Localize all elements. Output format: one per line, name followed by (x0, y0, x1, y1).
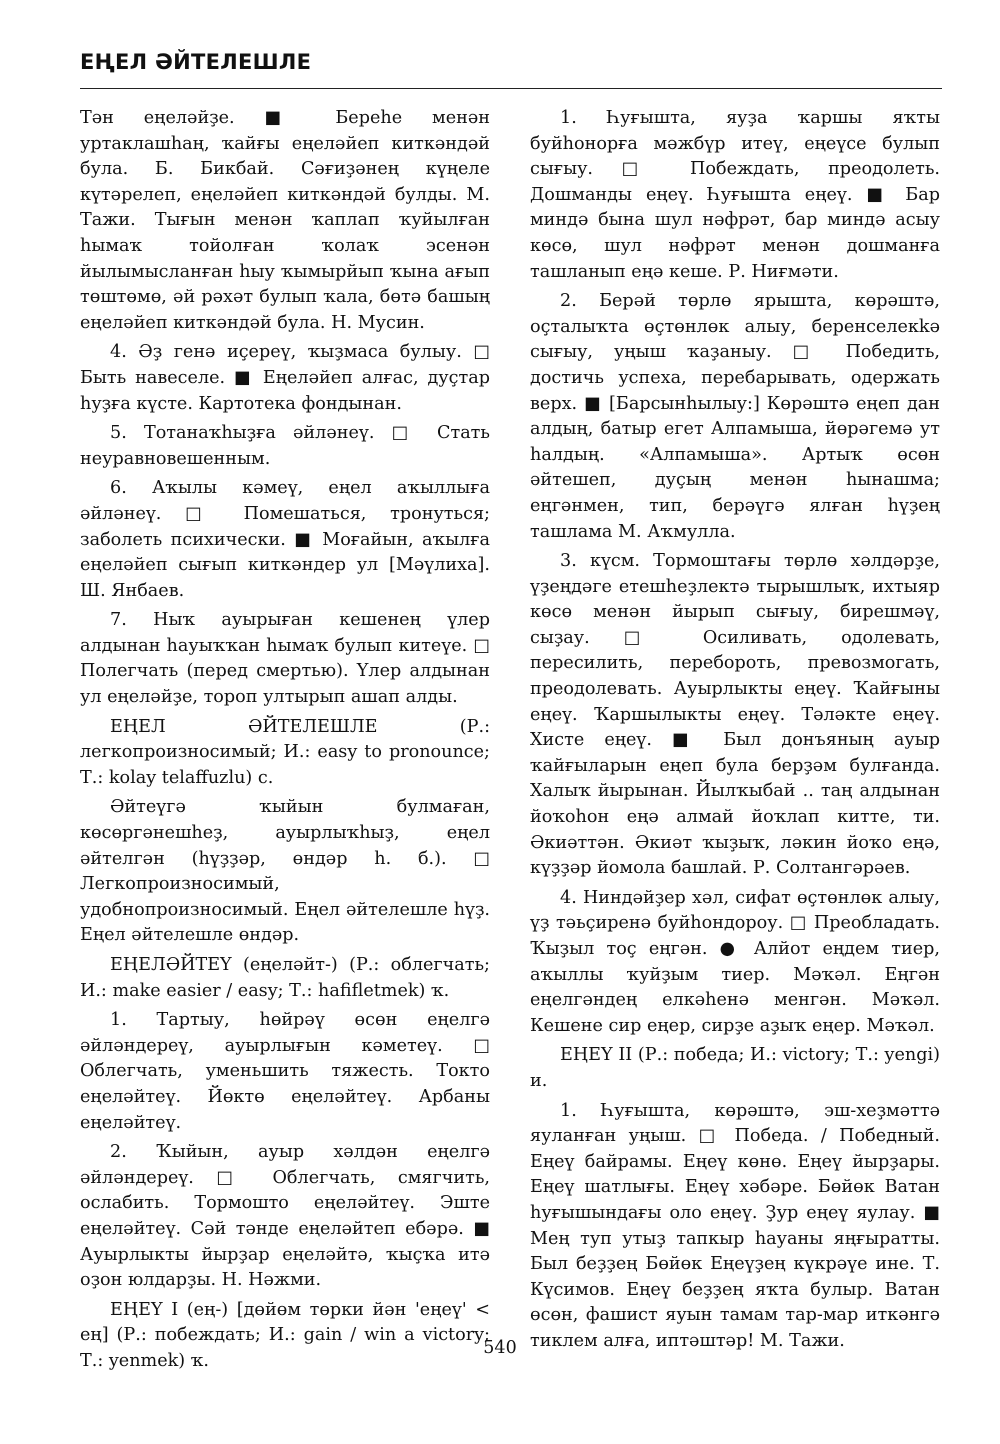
entry-paragraph: 1. Һуғышта, көрәштә, эш-хеҙмәттә яуланған уңыш. □ Победа. / Победный. Еңеү байрамы. Еңеү көнө. Еңеү йырҙары. Еңеү шатлығы. Еңеү хәбәре. Бөйөк Ватан һуғышындағы оло еңеү. Ҙур еңеү яулау. ■ Мең туп утыҙ тапкыр һауаны яңғыратты. Был беҙҙең Бөйөк Еңеүҙең күкрәүе ине. Т. Күсимов. Еңеү беҙҙең яҡта булыр. Ватан өсөн, фашист яуын тамам тар-мар иткәнгә тиклем алға, иптәштәр! М. Тажи. (530, 1100, 940, 1351)
right-column (530, 106, 940, 1355)
headword-entry: ЕҢЕЛ ӘЙТЕЛЕШЛЕ (Р.: легкопроизносимый; И.: easy to pronounce; Т.: kolay telaffuzlu) с. (80, 716, 490, 788)
headword-entry: ЕҢЕЛӘЙТЕҮ (еңеләйт-) (Р.: облегчать; И.: make easier / easy; Т.: hafifletmek) ҡ. (80, 955, 490, 1001)
entry-paragraph: 4. Әҙ генә иҫереү, ҡыҙмаса булыу. □ Быть навеселе. ■ Еңеләйеп алғас, дуҫтар һуҙға күсте. Картотека фондынан. (80, 342, 490, 414)
entry-paragraph: Әйтеүгә ҡыйын булмаған, көсөргәнешһеҙ, ауырлыҡһыҙ, еңел әйтелгән (һүҙҙәр, өндәр һ. б.). □ Легкопроизносимый, удобнопроизносимый. Еңел әйтелешле һүҙ. Еңел әйтелешле өндәр. (80, 797, 490, 946)
headword-entry: ЕҢЕҮ I (ең-) [дөйөм төрки йән 'еңеү' < ең] (Р.: побеждать; И.: gain / win a victory; Т.: yenmek) ҡ. (80, 1299, 490, 1371)
entry-paragraph: 2. Ҡыйын, ауыр хәлдән еңелгә әйләндереү. □ Облегчать, смягчить, ослабить. Тормошто еңеләйтеү. Эште еңеләйтеү. Сәй тәнде еңеләйтеп ебәрә. ■ Ауырлыкты йырҙар еңеләйтә, ҡыҫҡа итә оҙон юлдарҙы. Н. Нәжми. (80, 1142, 490, 1291)
entry-paragraph: 5. Тотанаҡһыҙға әйләнеү. □ Стать неуравновешенным. (80, 423, 490, 469)
running-header: ЕҢЕЛ ӘЙТЕЛЕШЛЕ (80, 50, 312, 74)
entry-paragraph: Тән еңеләйҙе. ■ Береһе менән уртаклашһаң, ҡайғы еңеләйеп киткәндәй була. Б. Бикбай. Сәғиҙәнең күңеле күтәрелеп, еңеләйеп киткәндәй булды. М. Тажи. Тығын менән ҡаплап ҡуйылған һымаҡ тойолған ҡолаҡ эсенән йылымысланған һыу ҡымырйып ҡына ағып төштөмө, әй рәхәт булып ҡала, бөтә башың еңеләйеп киткәндәй була. Н. Мусин. (80, 108, 490, 333)
entry-paragraph: 3. күсм. Тормоштағы төрлө хәлдәрҙе, үҙеңдәге етешһеҙлектә тырышлыҡ, ихтыяр көсө менән йырып сығыу, бирешмәү, сыҙау. □ Осиливать, одолевать, пересилить, перебороть, превозмогать, преодолевать. Ауырлыкты еңеү. Ҡайғыны еңеү. Ҡаршылыкты еңеү. Тәләкте еңеү. Хисте еңеү. ■ Был донъяның ауыр ҡайғыларын еңеп була берҙәм булғанда. Халыҡ йырынан. Йылҡыбай .. таң алдынан йоҡоһон еңә алмай йоҡлап китте, ти. Әкиәттән. Әкиәт ҡыҙыҡ, ләкин йоҡо еңә, күҙҙәр йомола башлай. Р. Солтангәрәев. (530, 551, 940, 879)
headword-entry: ЕҢЕҮ II (Р.: победа; И.: victory; Т.: yengi) и. (530, 1045, 940, 1091)
entry-paragraph: 7. Ныҡ ауырыған кешенең үлер алдынан һауыҡҡан һымаҡ булып китеүе. □ Полегчать (перед смертью). Үлер алдынан ул еңеләйҙе, тороп ултырып ашап алды. (80, 610, 490, 708)
entry-paragraph: 1. Һуғышта, яуҙа ҡаршы яҡты буйһонорға мәжбүр итеү, еңеүсе булып сығыу. □ Побеждать, преодолеть. Дошманды еңеү. Һуғышта еңеү. ■ Бар миндә бына шул нәфрәт, бар миндә асыу көсө, шул нәфрәт менән дошманға ташланып еңә кеше. Р. Ниғмәти. (530, 108, 940, 282)
entry-paragraph: 2. Берәй төрлө ярышта, көрәштә, оҫталыҡта өҫтөнлөк алыу, беренселекkә сығыу, уңыш ҡаҙаныу. □ Победить, достичь успеха, перебарывать, одержать верх. ■ [Барсынһылыу:] Көрәштә еңеп дан алдың, батыр егет Алпамыша, йөрәгемә ут һалдың. «Алпамыша». Артыҡ өсөн әйтешеп, дуҫың менән һынашма; еңгәнмен, тип, берәүгә ялған һүҙең ташлама М. Аҡмулла. (530, 291, 940, 542)
left-column (80, 106, 490, 1375)
entry-paragraph: 4. Ниндәйҙер хәл, сифат өҫтөнлөк алыу, үҙ тәьҫиренә буйһондороу. □ Преобладать. Ҡыҙыл тоҫ еңгән. ● Алйот еңдем тиер, аҡыллы ҡуйҙым тиер. Мәҡәл. Еңгән еңелгәндең елкәһенә менгән. Мәҡәл. Кешене сир еңер, сирҙе аҙыҡ еңер. Мәҡәл. (530, 887, 940, 1036)
header-rule (80, 88, 942, 89)
page-number: 540 (483, 1338, 517, 1358)
entry-paragraph: 6. Аҡылы кәмеү, еңел аҡыллыға әйләнеү. □ Помешаться, тронуться; заболеть психически. ■ Моғайын, аҡылға еңеләйеп сығып киткәндер ул [Мәүлиха]. Ш. Янбаев. (80, 478, 490, 601)
entry-paragraph: 1. Тартыу, һөйрәү өсөн еңелгә әйләндереү, ауырлығын кәметеү. □ Облегчать, уменьшить тяжесть. Токто еңеләйтеү. Йөктө еңеләйтеү. Арбаны еңеләйтеү. (80, 1010, 490, 1133)
